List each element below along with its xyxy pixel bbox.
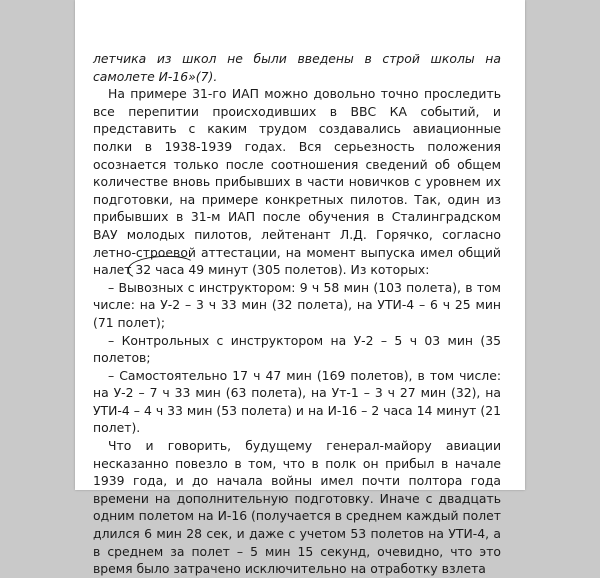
paragraph-continuation: летчика из школ не были введены в строй школы на самолете И-16»(7). — [93, 51, 501, 84]
page-text — [93, 50, 501, 578]
paragraph-conclusion: Что и говорить, будущему генерал-майору авиации несказанно повезло в том, что в полк он прибыл в начале 1939 года, и до начала войны имел почти полтора года времени на дополнительную подготовку. Иначе с двадцать одним полетом на И-16 (получается в среднем каждый полет длился 6 мин 28 сек, и даже с учетом 53 полетов на УТИ-4, а в среднем за полет – 5 мин 15 секунд, очевидно, что это время было затрачено исключительно на отработку взлета — [93, 438, 501, 577]
paragraph-31-iap-text: На примере 31-го ИАП можно довольно точно проследить все перепитии происходивших в ВВС КА событий, и представить с каким трудом создавались авиационные полки в 1938-1939 годах. Вся серьезность положения осознается только после соотношения сведений об общем количестве вновь прибывших в части новичков с уровнем их подготовки, на примере конкретных пилотов. Так, один из прибывших в 31-м ИАП после обучения в Сталинградском ВАУ молодых пилотов, лейтенант Л.Д. Горячко, согласно летно-строевой аттестации, на момент выпуска имел общий налет — [93, 86, 501, 278]
document-page — [75, 0, 525, 577]
list-item-solo-flights: – Самостоятельно 17 ч 47 мин (169 полетов), в том числе: на У-2 – 7 ч 33 мин (63 полета), на Ут-1 – 3 ч 27 мин (32), на УТИ-4 – 4 ч 33 мин (53 полета) и на И-16 – 2 часа 14 минут (21 полет). — [93, 367, 501, 436]
list-item-check-flights: – Контрольных с инструктором на У-2 – 5 ч 03 мин (35 полетов; — [93, 332, 501, 366]
circled-flight-hours: 32 часа — [135, 262, 185, 278]
paragraph-31-iap-tail: 49 минут (305 полетов). Из которых: — [188, 262, 430, 278]
list-item-dual-flights: – Вывозных с инструктором: 9 ч 58 мин (103 полета), в том числе: на У-2 – 3 ч 33 мин (32 полета), на УТИ-4 – 6 ч 25 мин (71 полет); — [93, 279, 501, 330]
paragraph-31-iap — [93, 85, 501, 279]
